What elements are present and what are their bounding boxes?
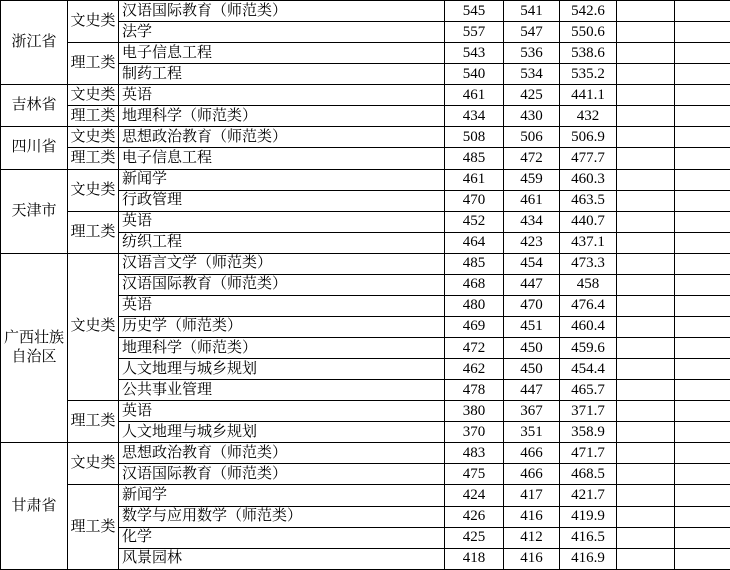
empty-cell: [675, 485, 730, 506]
score3-cell: 416.9: [560, 548, 617, 569]
empty-cell: [675, 316, 730, 337]
score1-cell: 483: [445, 443, 504, 464]
empty-cell: [617, 253, 675, 274]
empty-cell: [617, 548, 675, 569]
province-cell: 广西壮族自治区: [1, 253, 68, 443]
empty-cell: [617, 169, 675, 190]
score2-cell: 547: [504, 22, 560, 43]
major-cell: 英语: [119, 85, 445, 106]
empty-cell: [617, 22, 675, 43]
major-cell: 汉语国际教育（师范类）: [119, 274, 445, 295]
score3-cell: 535.2: [560, 64, 617, 85]
score3-cell: 465.7: [560, 380, 617, 401]
score3-cell: 458: [560, 274, 617, 295]
empty-cell: [675, 380, 730, 401]
table-row: [1, 43, 730, 64]
empty-cell: [617, 64, 675, 85]
score2-cell: 536: [504, 43, 560, 64]
score2-cell: 506: [504, 127, 560, 148]
category-cell: 文史类: [68, 85, 119, 106]
empty-cell: [617, 232, 675, 253]
category-cell: 理工类: [68, 211, 119, 253]
table-row: [1, 253, 730, 274]
province-cell: 四川省: [1, 127, 68, 169]
score2-cell: 534: [504, 64, 560, 85]
score2-cell: 417: [504, 485, 560, 506]
score3-cell: 463.5: [560, 190, 617, 211]
major-cell: 汉语国际教育（师范类）: [119, 1, 445, 22]
empty-cell: [675, 169, 730, 190]
score2-cell: 470: [504, 295, 560, 316]
major-cell: 地理科学（师范类）: [119, 338, 445, 359]
score3-cell: 437.1: [560, 232, 617, 253]
score3-cell: 460.4: [560, 316, 617, 337]
score1-cell: 462: [445, 359, 504, 380]
empty-cell: [675, 85, 730, 106]
score3-cell: 506.9: [560, 127, 617, 148]
table-row: [1, 106, 730, 127]
table-row: [1, 211, 730, 232]
score3-cell: 473.3: [560, 253, 617, 274]
major-cell: 电子信息工程: [119, 43, 445, 64]
empty-cell: [675, 232, 730, 253]
empty-cell: [617, 316, 675, 337]
category-cell: 文史类: [68, 169, 119, 211]
score2-cell: 461: [504, 190, 560, 211]
empty-cell: [675, 443, 730, 464]
empty-cell: [617, 295, 675, 316]
category-cell: 文史类: [68, 253, 119, 400]
major-cell: 思想政治教育（师范类）: [119, 127, 445, 148]
category-cell: 文史类: [68, 1, 119, 43]
empty-cell: [617, 274, 675, 295]
table-row: [1, 401, 730, 422]
empty-cell: [617, 211, 675, 232]
empty-cell: [675, 22, 730, 43]
province-cell: 甘肃省: [1, 443, 68, 570]
empty-cell: [675, 401, 730, 422]
empty-cell: [675, 506, 730, 527]
category-cell: 理工类: [68, 148, 119, 169]
empty-cell: [675, 148, 730, 169]
category-cell: 理工类: [68, 43, 119, 85]
score1-cell: 452: [445, 211, 504, 232]
major-cell: 电子信息工程: [119, 148, 445, 169]
score1-cell: 540: [445, 64, 504, 85]
score3-cell: 358.9: [560, 422, 617, 443]
score2-cell: 447: [504, 274, 560, 295]
province-cell: 天津市: [1, 169, 68, 253]
major-cell: 英语: [119, 211, 445, 232]
empty-cell: [675, 527, 730, 548]
empty-cell: [675, 422, 730, 443]
empty-cell: [617, 506, 675, 527]
score3-cell: 432: [560, 106, 617, 127]
score2-cell: 351: [504, 422, 560, 443]
score2-cell: 423: [504, 232, 560, 253]
score3-cell: 416.5: [560, 527, 617, 548]
score2-cell: 425: [504, 85, 560, 106]
score1-cell: 480: [445, 295, 504, 316]
empty-cell: [617, 338, 675, 359]
empty-cell: [617, 127, 675, 148]
score3-cell: 477.7: [560, 148, 617, 169]
empty-cell: [617, 190, 675, 211]
score1-cell: 464: [445, 232, 504, 253]
empty-cell: [617, 464, 675, 485]
score2-cell: 454: [504, 253, 560, 274]
empty-cell: [617, 401, 675, 422]
score1-cell: 461: [445, 85, 504, 106]
score2-cell: 434: [504, 211, 560, 232]
score2-cell: 466: [504, 443, 560, 464]
empty-cell: [675, 211, 730, 232]
empty-cell: [617, 485, 675, 506]
score3-cell: 454.4: [560, 359, 617, 380]
category-cell: 文史类: [68, 127, 119, 148]
empty-cell: [675, 43, 730, 64]
score3-cell: 476.4: [560, 295, 617, 316]
score2-cell: 447: [504, 380, 560, 401]
score1-cell: 485: [445, 253, 504, 274]
empty-cell: [675, 253, 730, 274]
major-cell: 历史学（师范类）: [119, 316, 445, 337]
score3-cell: 460.3: [560, 169, 617, 190]
score2-cell: 412: [504, 527, 560, 548]
empty-cell: [675, 359, 730, 380]
empty-cell: [617, 443, 675, 464]
empty-cell: [617, 422, 675, 443]
major-cell: 数学与应用数学（师范类）: [119, 506, 445, 527]
province-cell: 吉林省: [1, 85, 68, 127]
major-cell: 行政管理: [119, 190, 445, 211]
score3-cell: 440.7: [560, 211, 617, 232]
table-row: [1, 148, 730, 169]
major-cell: 新闻学: [119, 485, 445, 506]
major-cell: 法学: [119, 22, 445, 43]
score2-cell: 416: [504, 506, 560, 527]
empty-cell: [675, 64, 730, 85]
empty-cell: [617, 106, 675, 127]
score1-cell: 380: [445, 401, 504, 422]
empty-cell: [617, 148, 675, 169]
major-cell: 人文地理与城乡规划: [119, 422, 445, 443]
score2-cell: 541: [504, 1, 560, 22]
score1-cell: 478: [445, 380, 504, 401]
empty-cell: [617, 1, 675, 22]
table-row: [1, 169, 730, 190]
empty-cell: [675, 338, 730, 359]
score2-cell: 466: [504, 464, 560, 485]
score3-cell: 419.9: [560, 506, 617, 527]
score1-cell: 485: [445, 148, 504, 169]
empty-cell: [675, 464, 730, 485]
empty-cell: [617, 359, 675, 380]
major-cell: 风景园林: [119, 548, 445, 569]
score2-cell: 367: [504, 401, 560, 422]
major-cell: 纺织工程: [119, 232, 445, 253]
empty-cell: [675, 106, 730, 127]
score3-cell: 459.6: [560, 338, 617, 359]
score2-cell: 450: [504, 359, 560, 380]
major-cell: 汉语国际教育（师范类）: [119, 464, 445, 485]
major-cell: 人文地理与城乡规划: [119, 359, 445, 380]
empty-cell: [675, 1, 730, 22]
major-cell: 化学: [119, 527, 445, 548]
score1-cell: 434: [445, 106, 504, 127]
empty-cell: [675, 274, 730, 295]
major-cell: 地理科学（师范类）: [119, 106, 445, 127]
score1-cell: 469: [445, 316, 504, 337]
major-cell: 公共事业管理: [119, 380, 445, 401]
empty-cell: [675, 127, 730, 148]
score1-cell: 461: [445, 169, 504, 190]
table-row: [1, 443, 730, 464]
major-cell: 新闻学: [119, 169, 445, 190]
score1-cell: 424: [445, 485, 504, 506]
table-row: [1, 127, 730, 148]
major-cell: 制药工程: [119, 64, 445, 85]
score3-cell: 371.7: [560, 401, 617, 422]
score-table-body: [1, 1, 730, 570]
score3-cell: 542.6: [560, 1, 617, 22]
score3-cell: 468.5: [560, 464, 617, 485]
empty-cell: [617, 43, 675, 64]
score1-cell: 370: [445, 422, 504, 443]
category-cell: 文史类: [68, 443, 119, 485]
score2-cell: 472: [504, 148, 560, 169]
empty-cell: [675, 190, 730, 211]
score1-cell: 545: [445, 1, 504, 22]
score1-cell: 543: [445, 43, 504, 64]
major-cell: 英语: [119, 401, 445, 422]
score1-cell: 508: [445, 127, 504, 148]
score3-cell: 550.6: [560, 22, 617, 43]
table-row: [1, 485, 730, 506]
empty-cell: [617, 85, 675, 106]
table-row: [1, 85, 730, 106]
score1-cell: 418: [445, 548, 504, 569]
score2-cell: 416: [504, 548, 560, 569]
score1-cell: 426: [445, 506, 504, 527]
empty-cell: [617, 527, 675, 548]
major-cell: 汉语言文学（师范类）: [119, 253, 445, 274]
score1-cell: 470: [445, 190, 504, 211]
empty-cell: [617, 380, 675, 401]
score2-cell: 430: [504, 106, 560, 127]
score3-cell: 538.6: [560, 43, 617, 64]
score1-cell: 557: [445, 22, 504, 43]
empty-cell: [675, 548, 730, 569]
major-cell: 英语: [119, 295, 445, 316]
score3-cell: 471.7: [560, 443, 617, 464]
province-cell: 浙江省: [1, 1, 68, 85]
score2-cell: 450: [504, 338, 560, 359]
score3-cell: 441.1: [560, 85, 617, 106]
score2-cell: 451: [504, 316, 560, 337]
empty-cell: [675, 295, 730, 316]
category-cell: 理工类: [68, 401, 119, 443]
major-cell: 思想政治教育（师范类）: [119, 443, 445, 464]
category-cell: 理工类: [68, 106, 119, 127]
score3-cell: 421.7: [560, 485, 617, 506]
score1-cell: 468: [445, 274, 504, 295]
table-row: [1, 1, 730, 22]
score1-cell: 475: [445, 464, 504, 485]
score1-cell: 425: [445, 527, 504, 548]
score2-cell: 459: [504, 169, 560, 190]
category-cell: 理工类: [68, 485, 119, 570]
score1-cell: 472: [445, 338, 504, 359]
